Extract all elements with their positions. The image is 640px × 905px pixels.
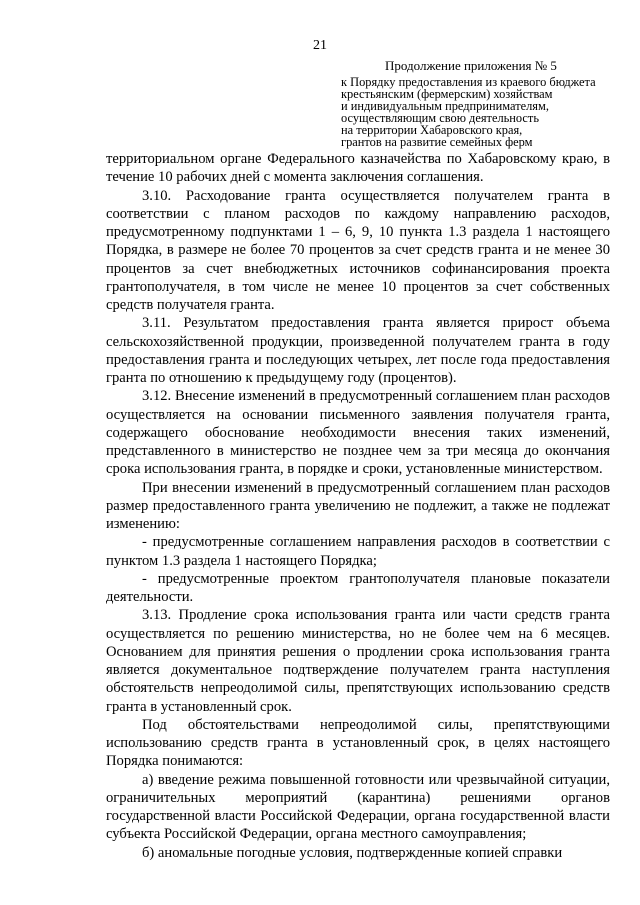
paragraph-3-12: 3.12. Внесение изменений в предусмотренный соглашением план расходов осуществляется на основании письменного заявления получателя гранта, содержащего обоснование необходимости внесения таких изменений, представленного в министерство не позднее чем за три месяца до окончания срока использования гранта, в порядке и сроки, установленные министерством.: [106, 388, 610, 478]
appendix-line: на территории Хабаровского края,: [341, 123, 523, 137]
paragraph-changes: При внесении изменений в предусмотренный соглашением план расходов размер предоставленного гранта увеличению не подлежит, а также не подлежат изменению:: [106, 479, 610, 532]
list-item: - предусмотренные соглашением направления расходов в соответствии с пунктом 1.3 раздела 1 настоящего Порядка;: [106, 534, 610, 569]
appendix-header: [341, 60, 621, 148]
paragraph-3-10: 3.10. Расходование гранта осуществляется получателем гранта в соответствии с планом расходов по каждому направлению расходов, предусмотренному подпунктами 1 – 6, 9, 10 пункта 1.3 раздела 1 настоящего Порядка, в размере не более 70 процентов за счет средств гранта и не менее 30 процентов за счет внебюджетных источников софинансирования проекта грантополучателя, в том числе не менее 10 процентов за счет собственных средств получателя гранта.: [106, 187, 610, 313]
paragraph-continuation: территориальном органе Федерального казначейства по Хабаровскому краю, в течение 10 рабочих дней с момента заключения соглашения.: [106, 151, 610, 186]
paragraph-force-majeure: Под обстоятельствами непреодолимой силы, препятствующими использованию средств гранта в установленный срок, в целях настоящего Порядка понимаются:: [106, 716, 610, 770]
appendix-line: крестьянским (фермерским) хозяйствам: [341, 87, 553, 101]
paragraph-3-11: 3.11. Результатом предоставления гранта является прирост объема сельскохозяйственной продукции, произведенной получателем гранта в году предоставления гранта и последующих четырех, лет после года предоставления гранта по отношению к предыдущему году (процентов).: [106, 315, 610, 386]
document-body: [106, 150, 610, 862]
appendix-line: к Порядку предоставления из краевого бюджета: [341, 75, 596, 89]
appendix-title: Продолжение приложения № 5: [385, 58, 557, 73]
list-item-b: б) аномальные погодные условия, подтвержденные копией справки: [142, 844, 563, 861]
appendix-line: и индивидуальным предпринимателям,: [341, 99, 549, 113]
page-number: 21: [313, 38, 327, 53]
list-item: - предусмотренные проектом грантополучателя плановые показатели деятельности.: [106, 570, 610, 605]
appendix-line: осуществляющим свою деятельность: [341, 111, 540, 125]
paragraph-3-13: 3.13. Продление срока использования гранта или части средств гранта осуществляется по решению министерства, но не более чем на 6 месяцев. Основанием для принятия решения о продлении срока использования гранта является документальное подтверждение получателем гранта наступления обстоятельств непреодолимой силы, препятствующих использованию средств гранта в установленный срок.: [106, 607, 610, 715]
appendix-line: грантов на развитие семейных ферм: [341, 135, 533, 149]
list-item-a: а) введение режима повышенной готовности или чрезвычайной ситуации, ограничительных мероприятий (карантина) решениями органов государственной власти Российской Федерации, органа государственной власти субъекта Российской Федерации, органа местного самоуправления;: [106, 771, 610, 843]
